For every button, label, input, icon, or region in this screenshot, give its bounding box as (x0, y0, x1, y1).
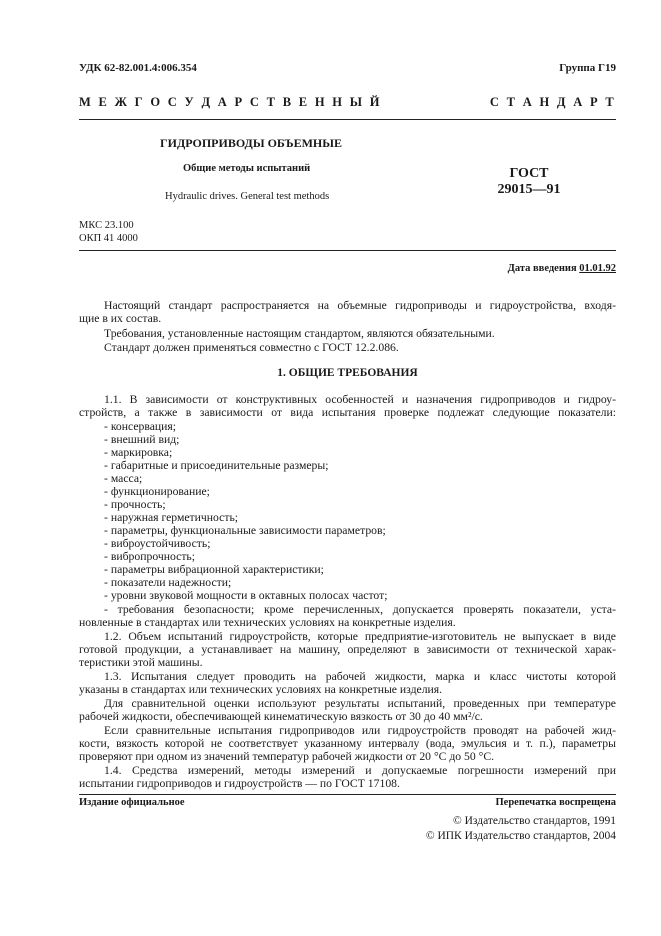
document-title: ГИДРОПРИВОДЫ ОБЪЕМНЫЕ (160, 136, 343, 150)
list-item: - консервация; (104, 420, 177, 433)
list-item-continued: новленные в стандартах или технических условиях на конкретные изделия. (79, 616, 456, 629)
list-item: - уровни звуковой мощности в октавных полосах частот; (104, 589, 388, 602)
copyright-2004: © ИПК Издательство стандартов, 2004 (425, 830, 616, 842)
clause-1-3-line: рабочей жидкости, обеспечивающей кинематическую вязкость от 30 до 40 мм²/с. (79, 710, 483, 723)
introduction-date-value: 01.01.92 (579, 263, 616, 274)
clause-1-3-line: проверяют при одном из значений температур рабочей жидкости от 20 °С до 50 °С. (79, 750, 495, 763)
okp-code: ОКП 41 4000 (79, 233, 138, 244)
clause-1-4-line: испытании гидроприводов и гидроустройств — по ГОСТ 17108. (79, 777, 400, 790)
banner-standard: С Т А Н Д А Р Т (489, 95, 616, 109)
clause-1-1-line: 1.1. В зависимости от конструктивных особенностей и назначения гидроприводов и гидроу- (104, 393, 616, 406)
list-item: - требования безопасности; кроме перечисленных, допускается проверять показатели, уста- (104, 603, 616, 616)
copyright-1991: © Издательство стандартов, 1991 (452, 815, 616, 827)
introduction-date-label: Дата введения (507, 263, 577, 274)
clause-1-3-line: кости, вязкость которой не соответствует указанному интервалу (вода, эмульсия и т. п.), параметры (79, 737, 616, 750)
list-item: - функционирование; (104, 485, 210, 498)
footer-rule (79, 794, 616, 795)
clause-1-4-line: 1.4. Средства измерений, методы измерений и допускаемые погрешности измерений при (104, 764, 616, 777)
group-code: Группа Г19 (559, 62, 616, 74)
preamble-line: Стандарт должен применяться совместно с ГОСТ 12.2.086. (104, 341, 399, 354)
clause-1-2-line: 1.2. Объем испытаний гидроустройств, которые предприятие-изготовитель не выпускает в виде (104, 630, 616, 643)
list-item: - маркировка; (104, 446, 173, 459)
clause-1-3-line: указаны в стандартах или технических условиях на конкретные изделия. (79, 683, 443, 696)
list-item: - наружная герметичность; (104, 511, 239, 524)
clause-1-2-line: готовой продукции, а устанавливает на машину, определяют в зависимости от технической харак- (79, 643, 616, 656)
reprint-prohibited: Перепечатка воспрещена (495, 797, 616, 808)
clause-1-3-line: Для сравнительной оценки используют результаты испытаний, проведенных при температуре (104, 697, 616, 710)
clause-1-3-line: Если сравнительные испытания гидроприводов или гидроустройств проводят на рабочей жид- (104, 724, 616, 737)
section-heading: 1. ОБЩИЕ ТРЕБОВАНИЯ (277, 367, 418, 379)
gost-number: 29015—91 (497, 182, 561, 197)
preamble-line: щие в их состав. (79, 312, 162, 325)
mks-code: МКС 23.100 (79, 220, 134, 231)
clause-1-3-line: 1.3. Испытания следует проводить на рабочей жидкости, марка и класс чистоты которой (104, 670, 616, 683)
gost-label: ГОСТ (509, 166, 549, 181)
clause-1-2-line: теристики этой машины. (79, 656, 203, 669)
header-rule (79, 119, 616, 120)
list-item: - показатели надежности; (104, 576, 232, 589)
list-item: - внешний вид; (104, 433, 180, 446)
clause-1-1-line: стройств, а также в зависимости от вида испытания проверке подлежат следующие показатели: (79, 406, 616, 419)
udc-code: УДК 62-82.001.4:006.354 (79, 62, 197, 74)
list-item: - вибропрочность; (104, 550, 196, 563)
official-edition: Издание официальное (79, 797, 185, 808)
document-title-english: Hydraulic drives. General test methods (165, 191, 330, 202)
preamble-line: Требования, установленные настоящим стандартом, являются обязательными. (104, 327, 495, 340)
list-item: - габаритные и присоединительные размеры; (104, 459, 329, 472)
preamble-line: Настоящий стандарт распространяется на объемные гидроприводы и гидроустройства, входя- (104, 299, 616, 312)
introduction-date (508, 263, 616, 274)
list-item: - виброустойчивость; (104, 537, 211, 550)
list-item: - параметры вибрационной характеристики; (104, 563, 324, 576)
title-rule (79, 250, 616, 251)
document-subtitle: Общие методы испытаний (183, 163, 311, 174)
banner-interstate: М Е Ж Г О С У Д А Р С Т В Е Н Н Ы Й (79, 95, 382, 109)
list-item: - масса; (104, 472, 143, 485)
list-item: - параметры, функциональные зависимости параметров; (104, 524, 386, 537)
list-item: - прочность; (104, 498, 166, 511)
